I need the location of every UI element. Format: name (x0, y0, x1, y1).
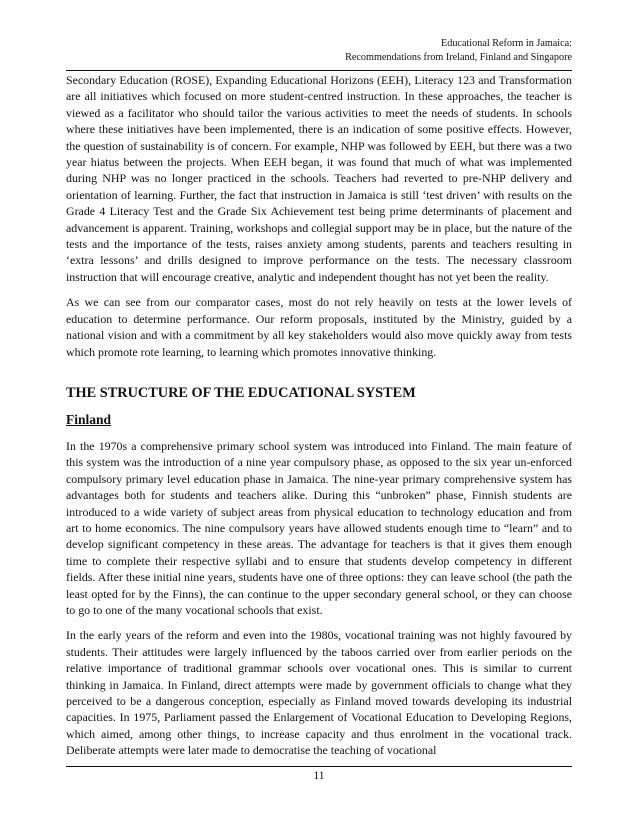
body-paragraph-finland-1970s: In the 1970s a comprehensive primary school system was introduced into Finland. The main feature of this system was the introduction of a nine year compulsory phase, as opposed to the six year un-enforced compulsory primary level education phase in Jamaica. The nine-year primary comprehensive system has advantages both for students and teachers alike. During this “unbroken” phase, Finnish students are introduced to a wide variety of subject areas from physical education to technology education and from art to home economics. The nine compulsory years have allowed students enough time to “learn” and to develop significant competency in these areas. The advantage for teachers is that it gives them enough time to complete their respective syllabi and to ensure that students develop competency in different fields. After these initial nine years, students have one of three options: they can leave school (the path the least opted for by the Finns), the can continue to the upper secondary general school, or they can choose to go to one of the many vocational schools that exist. (66, 438, 572, 617)
header-rule (66, 70, 572, 71)
running-header-subtitle: Recommendations from Ireland, Finland and Singapore (345, 52, 572, 63)
running-header-title: Educational Reform in Jamaica: (441, 38, 572, 49)
footer-rule (66, 766, 572, 767)
section-spacer (66, 360, 572, 384)
section-heading: THE STRUCTURE OF THE EDUCATIONAL SYSTEM (66, 384, 416, 401)
body-paragraph-vocational: In the early years of the reform and even into the 1980s, vocational training was not highly favoured by students. Their attitudes were largely influenced by the taboos carried over from earlier periods on the relative importance of traditional grammar schools over vocational ones. This is similar to current thinking in Jamaica. In Finland, direct attempts were made by government officials to change what they perceived to be a dangerous conception, especially as Finland moved towards developing its industrial capacities. In 1975, Parliament passed the Enlargement of Vocational Education to Developing Regions, which aimed, among other things, to increase capacity and thus enrolment in the vocational track. Deliberate attempts were later made to democratise the teaching of vocational (66, 628, 572, 758)
body-paragraph-rose: Secondary Education (ROSE), Expanding Educational Horizons (EEH), Literacy 123 and Transformation are all initiatives which focused on more student-centred instruction. In these approaches, the teacher is viewed as a facilitator who should tailor the various activities to meet the needs of students. In schools where these initiatives have been implemented, there is an indication of some positive effects. However, the question of sustainability is of concern. For example, NHP was followed by EEH, but there was a two year hiatus between the projects. When EEH began, it was found that much of what was implemented during NHP was no longer practiced in the schools. Teachers had reverted to pre-NHP delivery and orientation of learning. Further, the fact that instruction in Jamaica is still ‘test driven’ with results on the Grade 4 Literacy Test and the Grade Six Achievement test being prime determinants of placement and advancement is apparent. Training, workshops and collegial support may be in place, but the nature of the tests and the importance of the tests, raises anxiety among students, parents and teachers resulting in ‘extra lessons’ and drills designed to improve performance on the tests. The necessary classroom instruction that will encourage creative, analytic and independent thought has not yet been the reality. (66, 73, 572, 284)
page-number: 11 (313, 770, 325, 782)
heading-spacer (66, 429, 572, 438)
heading-spacer (66, 402, 572, 411)
page-body (66, 72, 572, 759)
paragraph-spacer (66, 285, 572, 294)
running-header (345, 37, 572, 65)
body-paragraph-comparator: As we can see from our comparator cases, most do not rely heavily on tests at the lower levels of education to determine performance. Our reform proposals, instituted by the Ministry, guided by a national vision and with a commitment by all key stakeholders would also move quickly away from tests which promote rote learning, to learning which promotes innovative thinking. (66, 295, 572, 359)
paragraph-spacer (66, 618, 572, 627)
subsection-heading-finland: Finland (66, 411, 112, 427)
